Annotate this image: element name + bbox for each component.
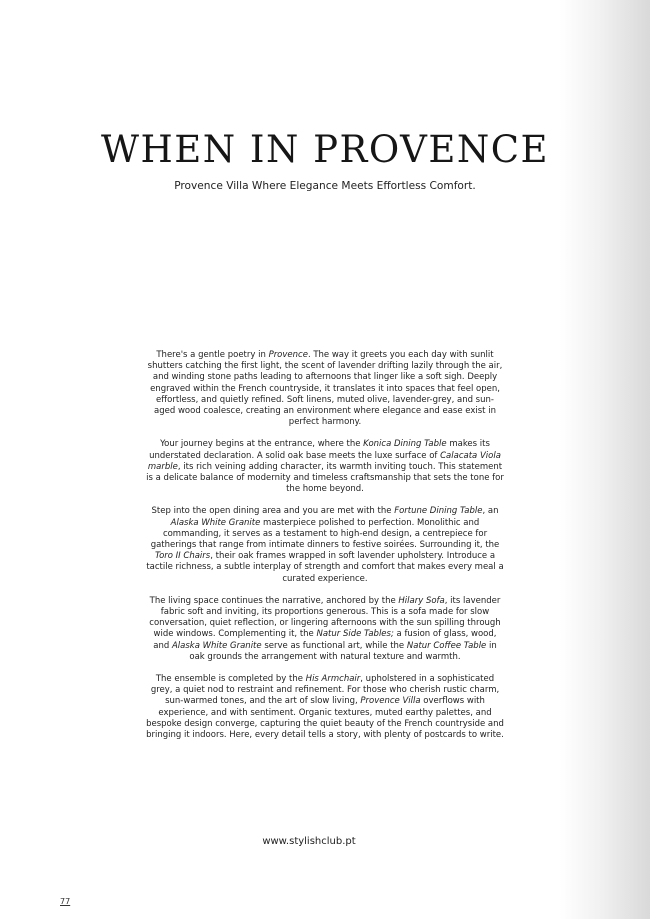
article-body [146, 350, 504, 752]
paragraph-dining [146, 506, 504, 584]
text-span: , its lavender fabric soft and inviting, its proportions generous. This is a sofa made for slow conversation, quiet reflection, or lingering afternoons with the sun spilling through wide windows. Complementing it, the [149, 595, 501, 640]
emphasis-text: His Armchair [305, 674, 361, 685]
page-subtitle: Provence Villa Where Elegance Meets Effortless Comfort. [174, 180, 476, 192]
text-span: There's a gentle poetry in [156, 350, 269, 360]
emphasis-text: Provence [268, 350, 308, 360]
page-number: 77 [60, 897, 71, 906]
text-span: Step into the open dining area and you are met with the [151, 506, 395, 517]
text-span: The ensemble is completed by the [155, 674, 306, 685]
emphasis-text: Konica Dining Table [363, 439, 447, 450]
paragraph-living [146, 596, 504, 663]
text-span: in oak grounds the arrangement with natural texture and warmth. [189, 640, 497, 662]
website-link[interactable]: www.stylishclub.pt [262, 836, 356, 847]
page-title: WHEN IN PROVENCE [100, 128, 550, 171]
emphasis-text: Provence Villa [360, 696, 421, 707]
text-span: , their oak frames wrapped in soft lavender upholstery. Introduce a tactile richness, a subtle interplay of strength and comfort that makes every meal a curated experience. [146, 551, 504, 584]
emphasis-text: Natur Side Tables; [316, 629, 394, 640]
text-span: makes its understated declaration. A solid oak base meets the luxe surface of [149, 439, 490, 461]
text-span: Your journey begins at the entrance, where the [160, 439, 364, 450]
text-span: a fusion of glass, wood, and [153, 629, 497, 651]
text-span: , upholstered in a sophisticated grey, a quiet nod to restraint and refinement. For those who cherish rustic charm, sun-warmed tones, and the art of slow living, [150, 674, 500, 707]
emphasis-text: Alaska White Granite [171, 640, 262, 651]
emphasis-text: Natur Coffee Table [406, 640, 487, 651]
text-span: overflows with experience, and with sentiment. Organic textures, muted earthy palettes, and bespoke design converge, capturing the quiet beauty of the French countryside and bringing it indoors. Here, every detail tells a story, with plenty of postcards to write. [146, 696, 504, 741]
text-span: . The way it greets you each day with sunlit shutters catching the first light, the scent of lavender drifting lazily through the air, and winding stone paths leading to afternoons that linger like a soft sigh. Deeply engraved within the French countryside, it translates it into spaces that feel open, effortless, and quietly refined. Soft linens, muted olive, lavender-grey, and sun-aged wood coalesce, creating an environment where elegance and ease exist in perfect harmony. [147, 350, 503, 428]
text-span: serve as functional art, while the [261, 640, 407, 651]
paragraph-ensemble [146, 674, 504, 741]
text-span: , an [482, 506, 499, 517]
text-span: masterpiece polished to perfection. Monolithic and commanding, it serves as a testament to high-end design, a centrepiece for gatherings that range from intimate dinners to festive soirées. Surrounding it, the [150, 517, 500, 551]
emphasis-text: Calacata Viola marble [147, 450, 501, 472]
paragraph-entrance [146, 439, 504, 495]
emphasis-text: Fortune Dining Table [394, 506, 483, 517]
emphasis-text: Toro II Chairs [154, 551, 211, 562]
emphasis-text: Hilary Sofa [398, 595, 445, 606]
text-span: The living space continues the narrative, anchored by the [149, 595, 399, 606]
paragraph-intro [146, 350, 504, 428]
emphasis-text: Alaska White Granite [170, 517, 261, 528]
text-span: , its rich veining adding character, its warmth inviting touch. This statement is a delicate balance of modernity and timeless craftsmanship that sets the tone for the home beyond. [146, 461, 504, 495]
